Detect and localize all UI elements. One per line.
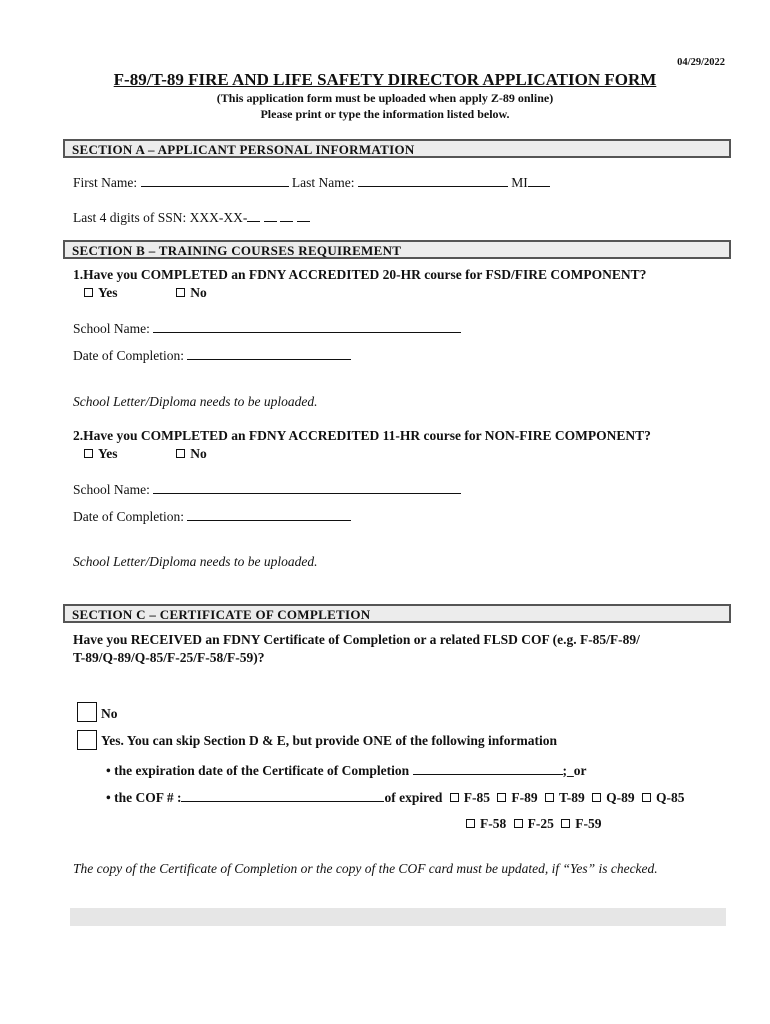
question-certificate-line1: Have you RECEIVED an FDNY Certificate of Completion or a related FLSD COF (e.g. F-85/F-89/ xyxy=(73,632,640,647)
section-c-heading: SECTION C – CERTIFICATE OF COMPLETION xyxy=(63,604,731,623)
cof-q89-checkbox[interactable] xyxy=(592,793,601,802)
school-name-label: School Name: xyxy=(73,482,150,497)
ssn-label: Last 4 digits of SSN: XXX-XX- xyxy=(73,210,248,225)
q1-school-row xyxy=(73,320,461,337)
last-name-label: Last Name: xyxy=(291,175,355,190)
cof-f89-checkbox[interactable] xyxy=(497,793,506,802)
cof-f25-checkbox[interactable] xyxy=(514,819,523,828)
cof-f85-label: F-85 xyxy=(463,790,490,805)
cof-q85-label: Q-85 xyxy=(655,790,685,805)
cof-t89-checkbox[interactable] xyxy=(545,793,554,802)
q2-school-name-field[interactable] xyxy=(153,481,461,494)
section-b-heading: SECTION B – TRAINING COURSES REQUIREMENT xyxy=(63,240,731,259)
q2-upload-note: School Letter/Diploma needs to be uploaded. xyxy=(73,554,318,569)
ssn-digit-1-field[interactable] xyxy=(247,209,260,222)
cof-f25-label: F-25 xyxy=(527,816,554,831)
ssn-digit-3-field[interactable] xyxy=(280,209,293,222)
q1-no-checkbox[interactable] xyxy=(176,288,185,297)
cof-f85-checkbox[interactable] xyxy=(450,793,459,802)
question-certificate-line2: T-89/Q-89/Q-85/F-25/F-58/F-59)? xyxy=(73,650,265,665)
bullet-expiration-row xyxy=(106,762,587,779)
cof-yes-checkbox[interactable] xyxy=(77,730,97,750)
q1-no-label: No xyxy=(190,285,207,300)
first-name-field[interactable] xyxy=(141,174,289,187)
page-title: F-89/T-89 FIRE AND LIFE SAFETY DIRECTOR APPLICATION FORM xyxy=(113,70,657,89)
ssn-digit-4-field[interactable] xyxy=(297,209,310,222)
question-20hr: 1.Have you COMPLETED an FDNY ACCREDITED 20-HR course for FSD/FIRE COMPONENT? xyxy=(73,267,647,282)
q2-yes-label: Yes xyxy=(98,446,118,461)
q1-yes-checkbox[interactable] xyxy=(84,288,93,297)
cof-update-note: The copy of the Certificate of Completion or the copy of the COF card must be updated, if “Yes” is checked. xyxy=(73,861,658,876)
cof-q89-label: Q-89 xyxy=(606,790,635,805)
q1-school-name-field[interactable] xyxy=(153,320,461,333)
q1-yes-label: Yes xyxy=(98,285,118,300)
cof-t89-label: T-89 xyxy=(558,790,585,805)
q2-no-label: No xyxy=(190,446,207,461)
cof-f89-label: F-89 xyxy=(511,790,538,805)
cof-no-label: No xyxy=(101,706,118,721)
bullet-cof-row xyxy=(106,789,684,806)
question-11hr: 2.Have you COMPLETED an FDNY ACCREDITED 11-HR course for NON-FIRE COMPONENT? xyxy=(73,428,651,443)
q2-date-field[interactable] xyxy=(187,508,351,521)
q1-options xyxy=(84,285,207,301)
date-completion-label: Date of Completion: xyxy=(73,348,184,363)
q2-school-row xyxy=(73,481,461,498)
school-name-label: School Name: xyxy=(73,321,150,336)
last-name-field[interactable] xyxy=(358,174,508,187)
cof-expired-label: of expired xyxy=(384,790,443,805)
q1-upload-note: School Letter/Diploma needs to be uploaded. xyxy=(73,394,318,409)
form-date: 04/29/2022 xyxy=(677,57,725,68)
mi-label: MI xyxy=(511,175,528,190)
q2-no-checkbox[interactable] xyxy=(176,449,185,458)
name-row xyxy=(73,174,550,191)
q1-date-field[interactable] xyxy=(187,347,351,360)
q1-date-row xyxy=(73,347,351,364)
cof-number-field[interactable] xyxy=(181,789,384,802)
subtitle-instructions: Please print or type the information listed below. xyxy=(260,107,510,121)
section-a-heading: SECTION A – APPLICANT PERSONAL INFORMATION xyxy=(63,139,731,158)
cof-f58-label: F-58 xyxy=(480,816,507,831)
ssn-digit-2-field[interactable] xyxy=(264,209,277,222)
cof-yes-label: Yes. You can skip Section D & E, but provide ONE of the following information xyxy=(101,733,558,748)
date-completion-label: Date of Completion: xyxy=(73,509,184,524)
cof-types-row2 xyxy=(466,816,602,832)
cof-number-label: • the COF # : xyxy=(106,790,182,805)
expiration-suffix: ;_or xyxy=(562,763,587,778)
subtitle-upload-note: (This application form must be uploaded when apply Z-89 online) xyxy=(216,91,554,105)
cof-f59-label: F-59 xyxy=(575,816,602,831)
cof-f58-checkbox[interactable] xyxy=(466,819,475,828)
cof-f59-checkbox[interactable] xyxy=(561,819,570,828)
expiration-date-field[interactable] xyxy=(413,762,563,775)
mi-field[interactable] xyxy=(528,174,550,187)
cof-q85-checkbox[interactable] xyxy=(642,793,651,802)
first-name-label: First Name: xyxy=(73,175,138,190)
next-section-bar xyxy=(70,908,726,926)
cof-no-checkbox[interactable] xyxy=(77,702,97,722)
q2-options xyxy=(84,446,207,462)
q2-date-row xyxy=(73,508,351,525)
expiration-label: • the expiration date of the Certificate of Completion xyxy=(106,763,410,778)
q2-yes-checkbox[interactable] xyxy=(84,449,93,458)
ssn-row xyxy=(73,209,310,226)
